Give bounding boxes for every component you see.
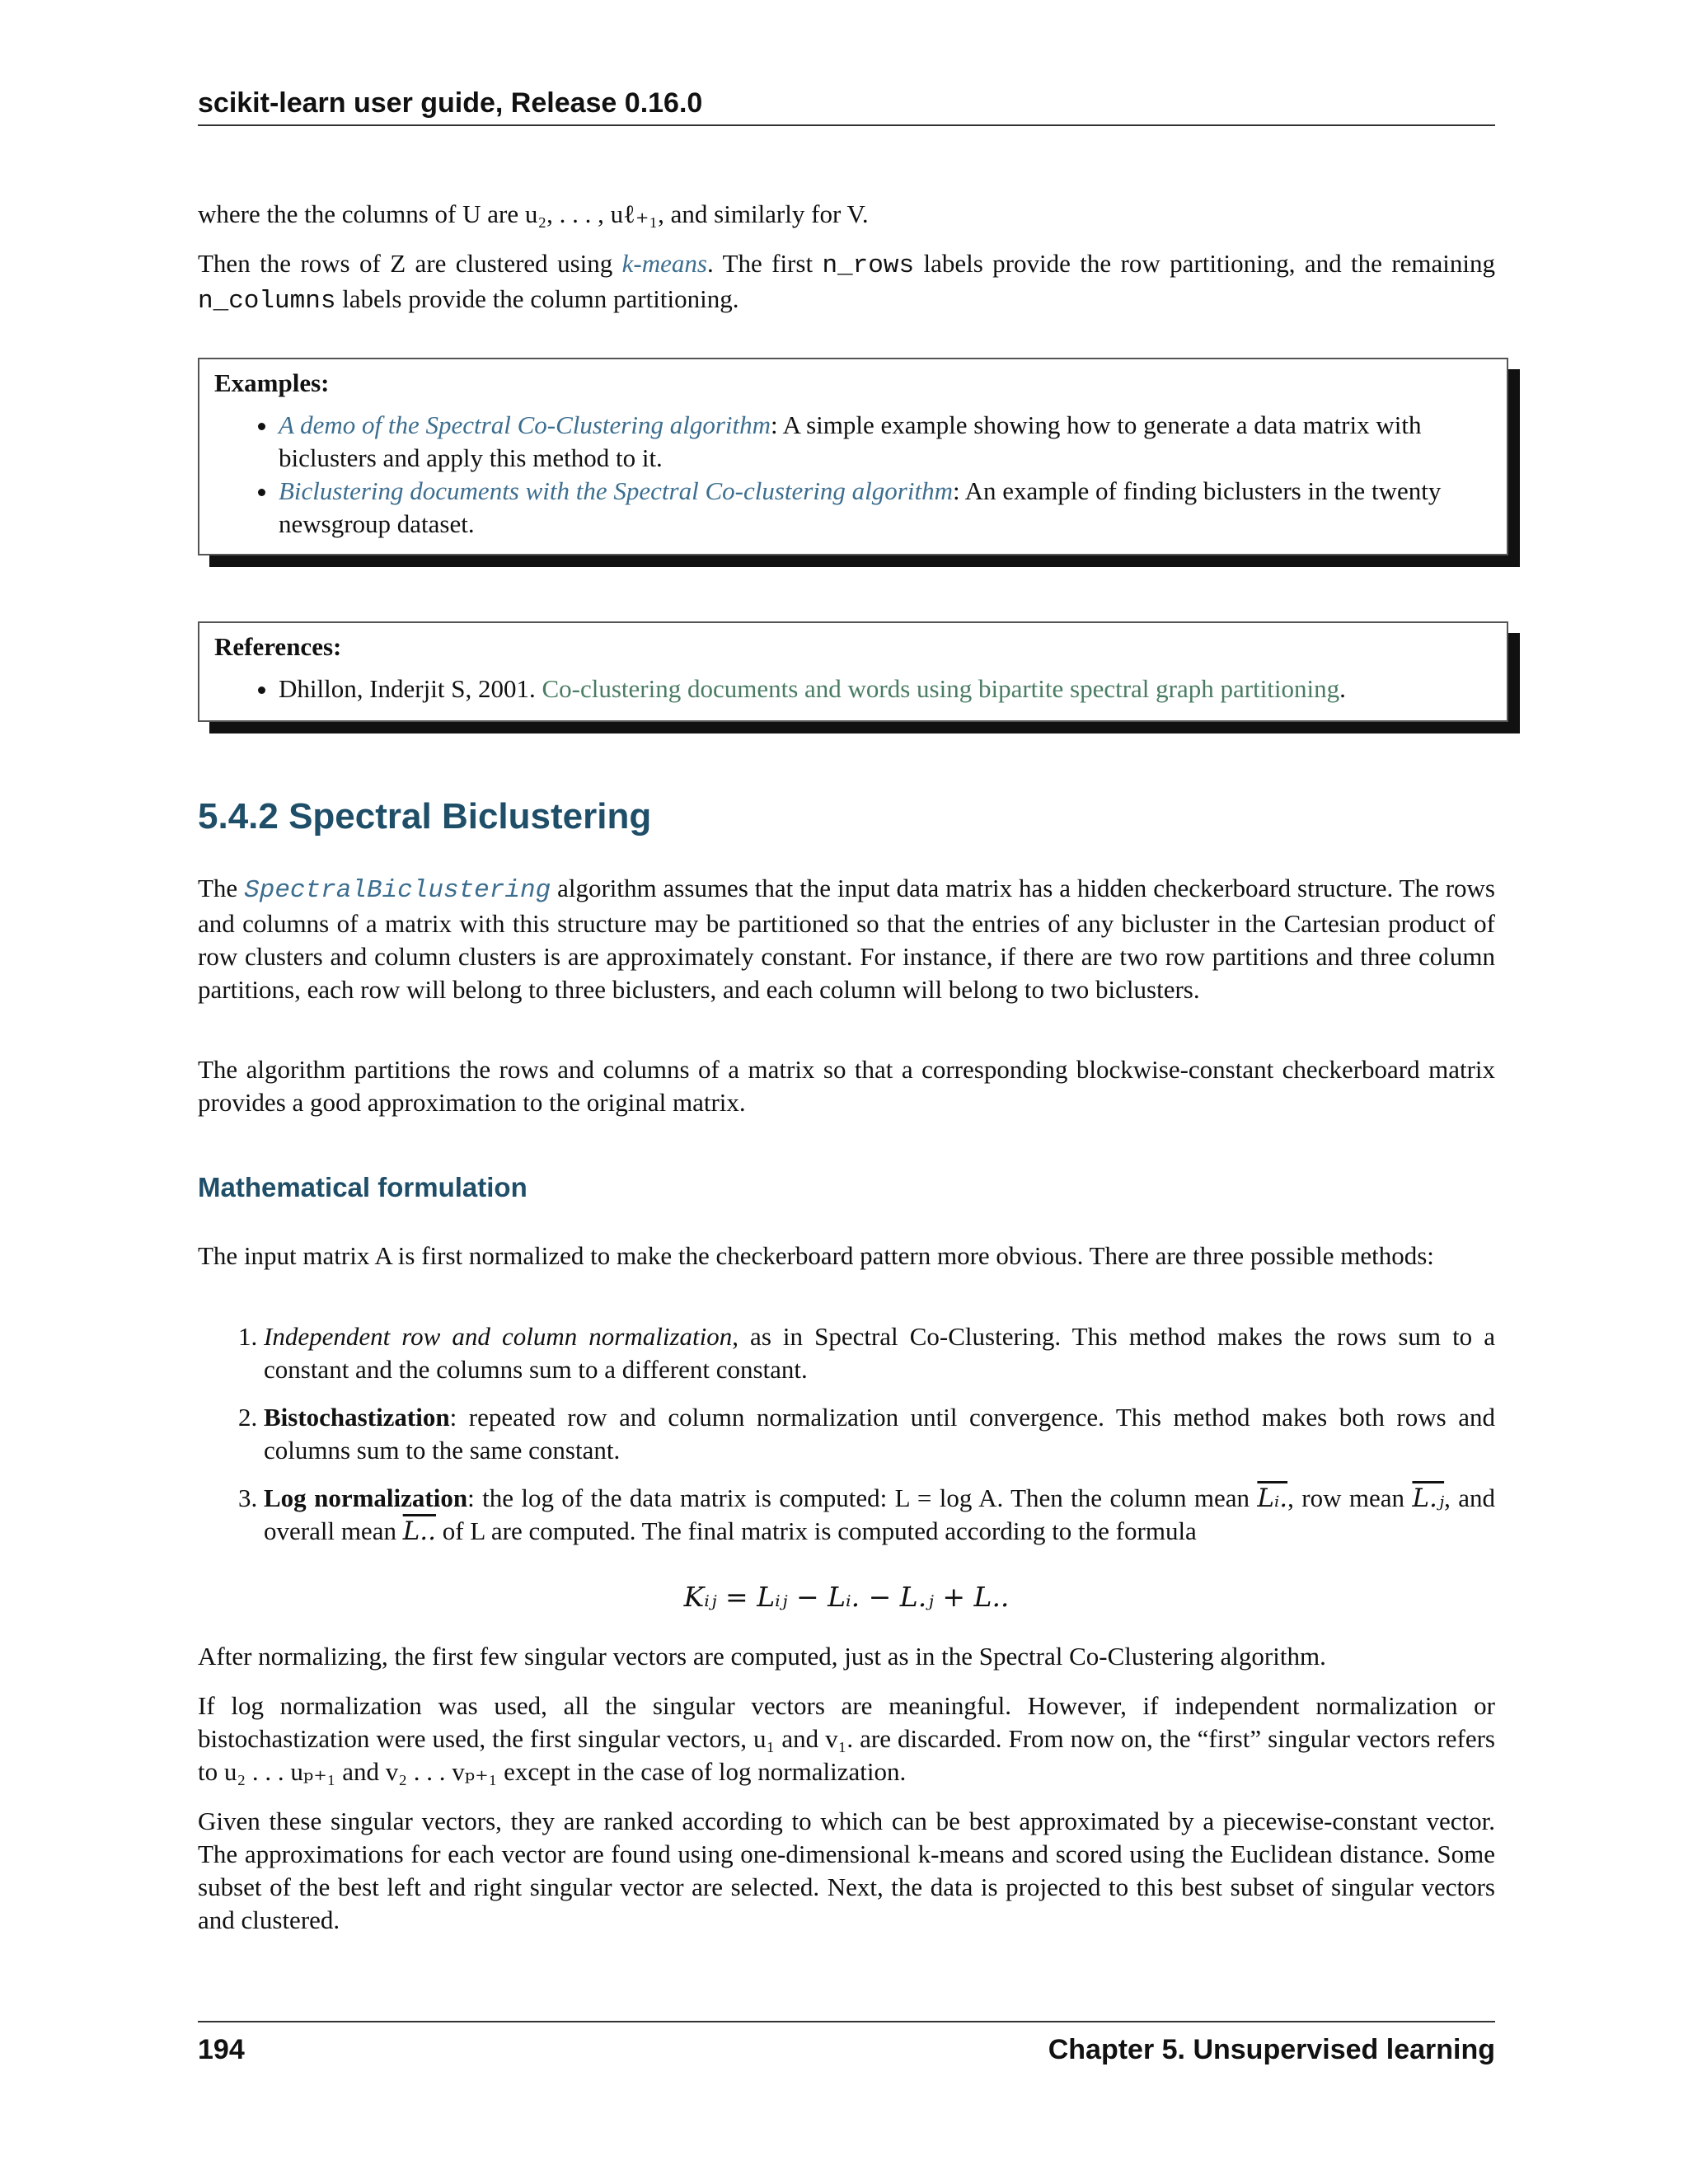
math-paragraph-1: The input matrix A is first normalized to make the checkerboard pattern more obvious. There are three possible methods: [198,1241,1434,1270]
body-paragraph-2: The algorithm partitions the rows and columns of a matrix so that a corresponding blockwise-constant checkerboard matrix provides a good approximation to the original matrix. [198,1055,1495,1117]
normalization-equation: Kᵢⱼ = Lᵢⱼ − Lᵢ. − L.ⱼ + L.. [683,1581,1010,1613]
reference-item: • Dhillon, Inderjit S, 2001. Co-clustering documents and words using bipartite spectral graph partitioning. [279,673,1493,705]
math-paragraph-2: After normalizing, the first few singular vectors are computed, just as in the Spectral Co-Clustering algorithm. [198,1642,1326,1671]
example-item: • A demo of the Spectral Co-Clustering algorithm: A simple example showing how to generate a data matrix with biclusters and apply this method to it. [279,409,1493,475]
body-paragraph-1: The SpectralBiclustering algorithm assumes that the input data matrix has a hidden checkerboard structure. The rows and columns of a matrix with this structure may be partitioned so that the entries of any bicluster in the Cartesian product of row clusters and column clusters is are approximately constant. For instance, if there are two row partitions and three column partitions, each row will belong to three biclusters, and each column will belong to two biclusters. [198,874,1495,1004]
subsection-heading: Mathematical formulation [198,1172,528,1202]
methods-list [198,1320,1495,1548]
references-box [198,621,1508,722]
running-header: scikit-learn user guide, Release 0.16.0 [198,87,1495,126]
references-title: References: [214,632,342,661]
symbol-row-mean: Lᵢ. [1257,1483,1288,1513]
example-link-newsgroup[interactable]: Biclustering documents with the Spectral Co-clustering algorithm [279,476,953,505]
examples-title: Examples: [214,368,330,397]
normalization-methods [198,1320,1495,1563]
kmeans-link[interactable]: k-means [621,249,707,278]
page-number: 194 [198,2034,245,2065]
symbol-overall-mean: L.. [402,1516,436,1546]
symbol-col-mean: L.ⱼ [1412,1483,1445,1513]
references-list [214,673,1493,705]
method-item: 1. Independent row and column normalization, as in Spectral Co-Clustering. This method makes the rows sum to a constant and the columns sum to a different constant. [264,1320,1495,1386]
method-item: 3. Log normalization: the log of the data matrix is computed: L = log A. Then the column mean Lᵢ., row mean L.ⱼ, and overall mean L.. of L are computed. The final matrix is computed according to the formula [264,1482,1495,1548]
intro-paragraph-2: Then the rows of Z are clustered using k-means. The first n_rows labels provide the row partitioning, and the remaining n_columns labels provide the column partitioning. [198,249,1496,316]
example-item: • Biclustering documents with the Spectral Co-clustering algorithm: An example of finding biclusters in the twenty newsgroup dataset. [279,475,1493,541]
reference-link[interactable]: Co-clustering documents and words using bipartite spectral graph partitioning [542,674,1340,703]
chapter-title: Chapter 5. Unsupervised learning [1048,2034,1495,2065]
math-paragraph-3: If log normalization was used, all the singular vectors are meaningful. However, if independent normalization or bistochastization were used, the first singular vectors, u₁ and v₁. are discarded. From now on, the “first” singular vectors refers to u₂ . . . uₚ₊₁ and v₂ . . . vₚ₊₁ except in the case of log normalization. [198,1691,1495,1786]
intro-paragraph-1: where the the columns of U are u₂, . . . , uℓ₊₁, and similarly for V. [198,199,869,228]
code-n-columns: n_columns [198,287,336,316]
code-n-rows: n_rows [822,251,915,280]
method-item: 2. Bistochastization: repeated row and column normalization until convergence. This method makes both rows and columns sum to the same constant. [264,1401,1495,1467]
math-paragraph-4: Given these singular vectors, they are ranked according to which can be best approximated by a piecewise-constant vector. The approximations for each vector are found using one-dimensional k-means and scored using the Euclidean distance. Some subset of the best left and right singular vector are selected. Next, the data is projected to this best subset of singular vectors and clustered. [198,1807,1495,1934]
examples-list [214,409,1493,541]
spectral-biclustering-link[interactable]: SpectralBiclustering [244,876,551,905]
examples-box [198,358,1508,555]
example-link-demo[interactable]: A demo of the Spectral Co-Clustering algorithm [279,410,771,439]
running-footer [198,2021,1495,2066]
section-heading: 5.4.2 Spectral Biclustering [198,796,652,837]
